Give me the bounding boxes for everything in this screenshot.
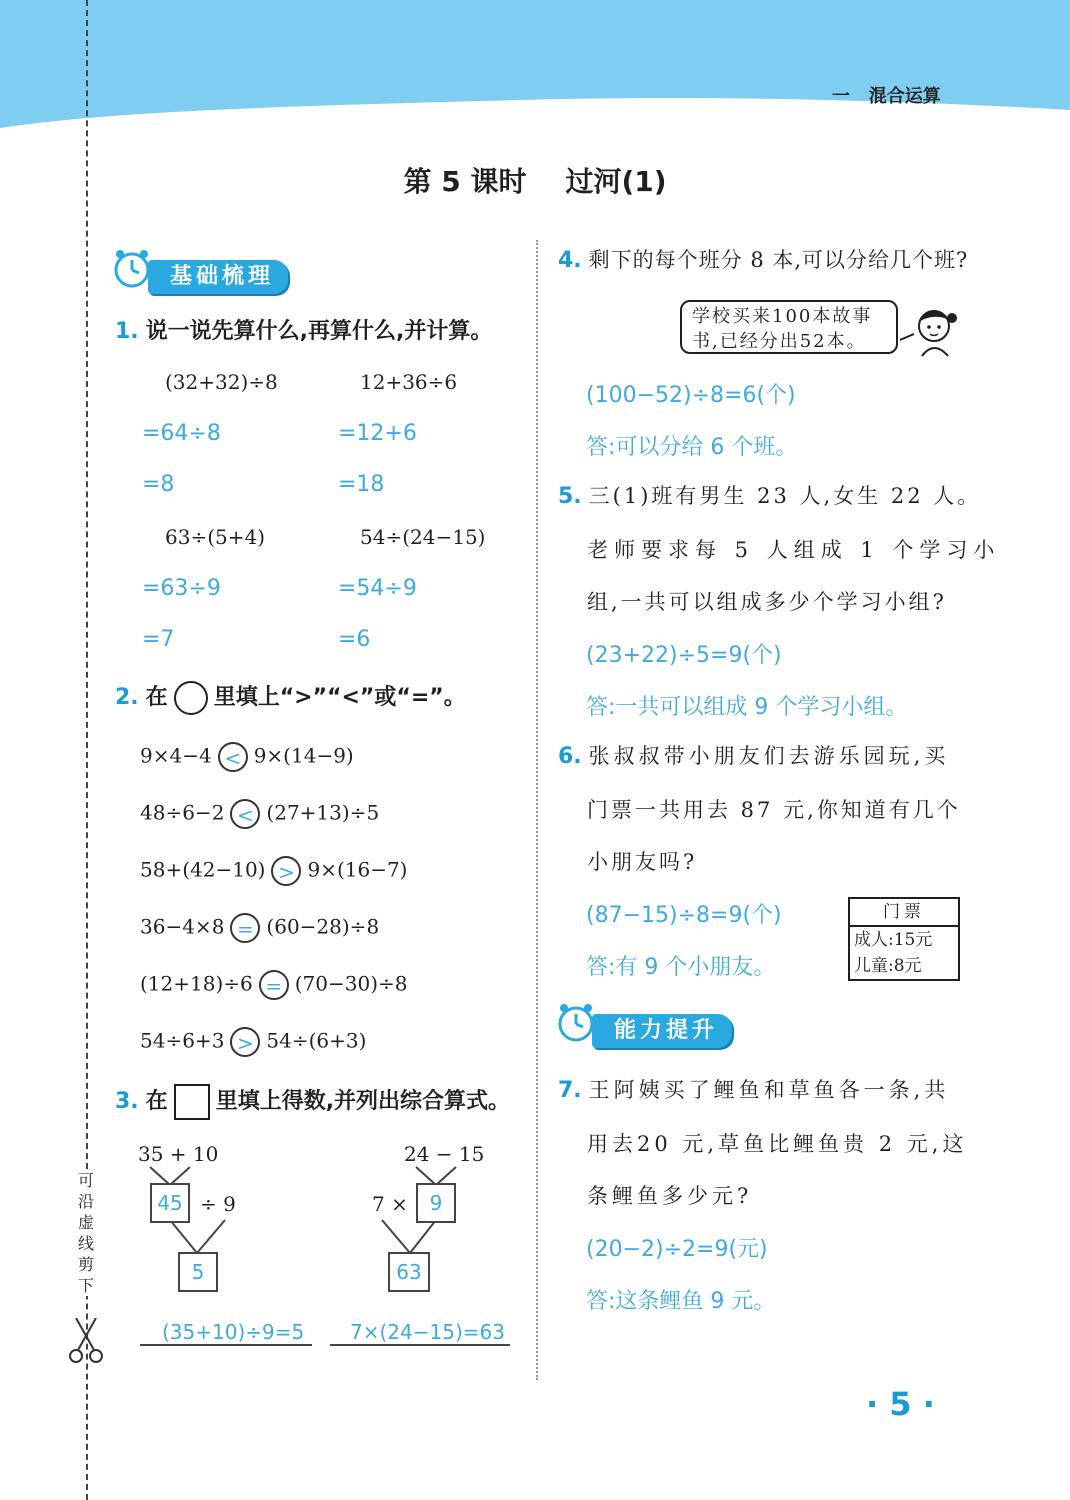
tree1-op: ÷ 9 — [200, 1192, 236, 1216]
question-3 — [115, 1084, 510, 1120]
q6-answer-expr: (87−15)÷8=9(个) — [586, 903, 782, 928]
question-number: 3. — [115, 1089, 139, 1114]
q2-answer-circle: < — [230, 799, 260, 829]
tree1-box1: 45 — [150, 1183, 190, 1223]
circle-placeholder-icon — [174, 681, 208, 715]
speech-bubble — [680, 300, 898, 354]
section-advance-label: 能力提升 — [592, 1014, 732, 1048]
tree1-box2: 5 — [178, 1252, 218, 1292]
q1-expression: 54÷(24−15) — [360, 525, 486, 549]
ticket-child: 儿童:8元 — [854, 956, 922, 976]
ticket-title: 门票 — [850, 899, 958, 927]
q2-right: 9×(16−7) — [307, 857, 408, 882]
q2-left: 36−4×8 — [140, 914, 225, 939]
q2-right: 54÷(6+3) — [266, 1028, 367, 1053]
q2-answer-circle: > — [271, 856, 301, 886]
section-basic-label: 基础梳理 — [148, 260, 288, 294]
q2-row — [140, 970, 408, 1000]
question-6 — [558, 740, 949, 770]
q2-row — [140, 799, 379, 829]
q5-answer: 答:一共可以组成 9 个学习小组。 — [586, 695, 908, 720]
question-text-a: 在 — [145, 685, 168, 710]
tree1-top: 35 + 10 — [138, 1142, 219, 1166]
question-line: 门票一共用去 87 元,你知道有几个 — [587, 798, 961, 822]
q1-step: =64÷8 — [142, 421, 221, 446]
q2-right: 9×(14−9) — [253, 743, 354, 768]
answer-underline — [330, 1344, 510, 1346]
question-text-b: 里填上得数,并列出综合算式。 — [215, 1089, 511, 1114]
q1-expression: 63÷(5+4) — [165, 525, 266, 549]
q2-answer-circle: = — [259, 970, 289, 1000]
q2-right: (60−28)÷8 — [266, 914, 380, 939]
q4-answer-expr: (100−52)÷8=6(个) — [586, 383, 796, 408]
question-2 — [115, 680, 466, 715]
q7-answer-expr: (20−2)÷2=9(元) — [586, 1237, 768, 1262]
page-title: 第 5 课时 过河(1) — [403, 165, 667, 198]
q6-answer: 答:有 9 个小朋友。 — [586, 955, 776, 980]
tree2-formula: 7×(24−15)=63 — [350, 1320, 505, 1344]
q2-answer-circle: < — [218, 742, 248, 772]
question-line: 小朋友吗? — [587, 850, 698, 874]
question-number: 2. — [115, 685, 139, 710]
tree2-op: 7 × — [372, 1192, 408, 1216]
tree2-box2: 63 — [388, 1252, 430, 1292]
bubble-line: 书,已经分出52本。 — [692, 331, 867, 352]
answer-underline — [140, 1344, 312, 1346]
q2-left: 48÷6−2 — [140, 800, 225, 825]
header-banner — [0, 0, 1070, 140]
q1-expression: (32+32)÷8 — [165, 370, 278, 394]
question-line: 三(1)班有男生 23 人,女生 22 人。 — [588, 484, 982, 508]
tree1-formula: (35+10)÷9=5 — [162, 1320, 305, 1344]
question-number: 1. — [115, 319, 139, 344]
question-number: 5. — [558, 484, 582, 509]
ticket-price-table — [848, 897, 960, 981]
square-placeholder-icon — [174, 1084, 210, 1120]
q5-answer-expr: (23+22)÷5=9(个) — [586, 643, 782, 668]
question-4 — [558, 244, 968, 274]
question-line: 老师要求每 5 人组成 1 个学习小 — [587, 538, 1001, 562]
question-line: 王阿姨买了鲤鱼和草鱼各一条,共 — [588, 1078, 950, 1102]
girl-icon — [900, 300, 960, 358]
scissors-icon — [68, 1318, 104, 1364]
q2-row — [140, 742, 354, 772]
q2-answer-circle: > — [230, 1027, 260, 1057]
q2-left: 58+(42−10) — [140, 857, 266, 882]
question-5 — [558, 480, 981, 510]
q1-step: =12+6 — [338, 421, 417, 446]
question-7 — [558, 1074, 949, 1104]
question-text: 说一说先算什么,再算什么,并计算。 — [145, 319, 493, 344]
q7-answer: 答:这条鲤鱼 9 元。 — [586, 1289, 776, 1314]
q2-row — [140, 913, 379, 943]
cut-note: 可沿虚线剪下 — [77, 1171, 94, 1295]
question-number: 6. — [558, 744, 582, 769]
chapter-label: 一 混合运算 — [832, 86, 941, 107]
question-text-a: 在 — [145, 1089, 168, 1114]
column-divider — [536, 240, 538, 1380]
q2-row — [140, 1027, 366, 1057]
question-line: 组,一共可以组成多少个学习小组? — [587, 590, 947, 614]
bubble-line: 学校买来100本故事 — [692, 306, 873, 327]
question-line: 条鲤鱼多少元? — [587, 1184, 753, 1208]
q2-left: 9×4−4 — [140, 743, 212, 768]
q2-row — [140, 856, 408, 886]
q1-step: =54÷9 — [338, 576, 417, 601]
q1-step: =6 — [338, 627, 371, 652]
q4-answer: 答:可以分给 6 个班。 — [586, 435, 798, 460]
ticket-adult: 成人:15元 — [854, 930, 933, 950]
question-1 — [115, 314, 492, 345]
question-line: 张叔叔带小朋友们去游乐园玩,买 — [588, 744, 950, 768]
q1-step: =18 — [338, 472, 385, 497]
tree2-box1: 9 — [416, 1183, 456, 1223]
question-text: 剩下的每个班分 8 本,可以分给几个班? — [588, 248, 969, 272]
q1-expression: 12+36÷6 — [360, 370, 458, 394]
q1-step: =7 — [142, 627, 175, 652]
tree2-top: 24 − 15 — [404, 1142, 485, 1166]
question-number: 4. — [558, 248, 582, 273]
q1-step: =8 — [142, 472, 175, 497]
q2-right: (27+13)÷5 — [266, 800, 380, 825]
question-number: 7. — [558, 1078, 582, 1103]
question-text-b: 里填上“>”“<”或“=”。 — [213, 685, 466, 710]
q2-right: (70−30)÷8 — [294, 971, 408, 996]
q2-left: 54÷6+3 — [140, 1028, 225, 1053]
q1-step: =63÷9 — [142, 576, 221, 601]
q2-answer-circle: = — [230, 913, 260, 943]
question-line: 用去20 元,草鱼比鲤鱼贵 2 元,这 — [587, 1132, 968, 1156]
page-number: · 5 · — [866, 1385, 935, 1423]
q2-left: (12+18)÷6 — [140, 971, 253, 996]
